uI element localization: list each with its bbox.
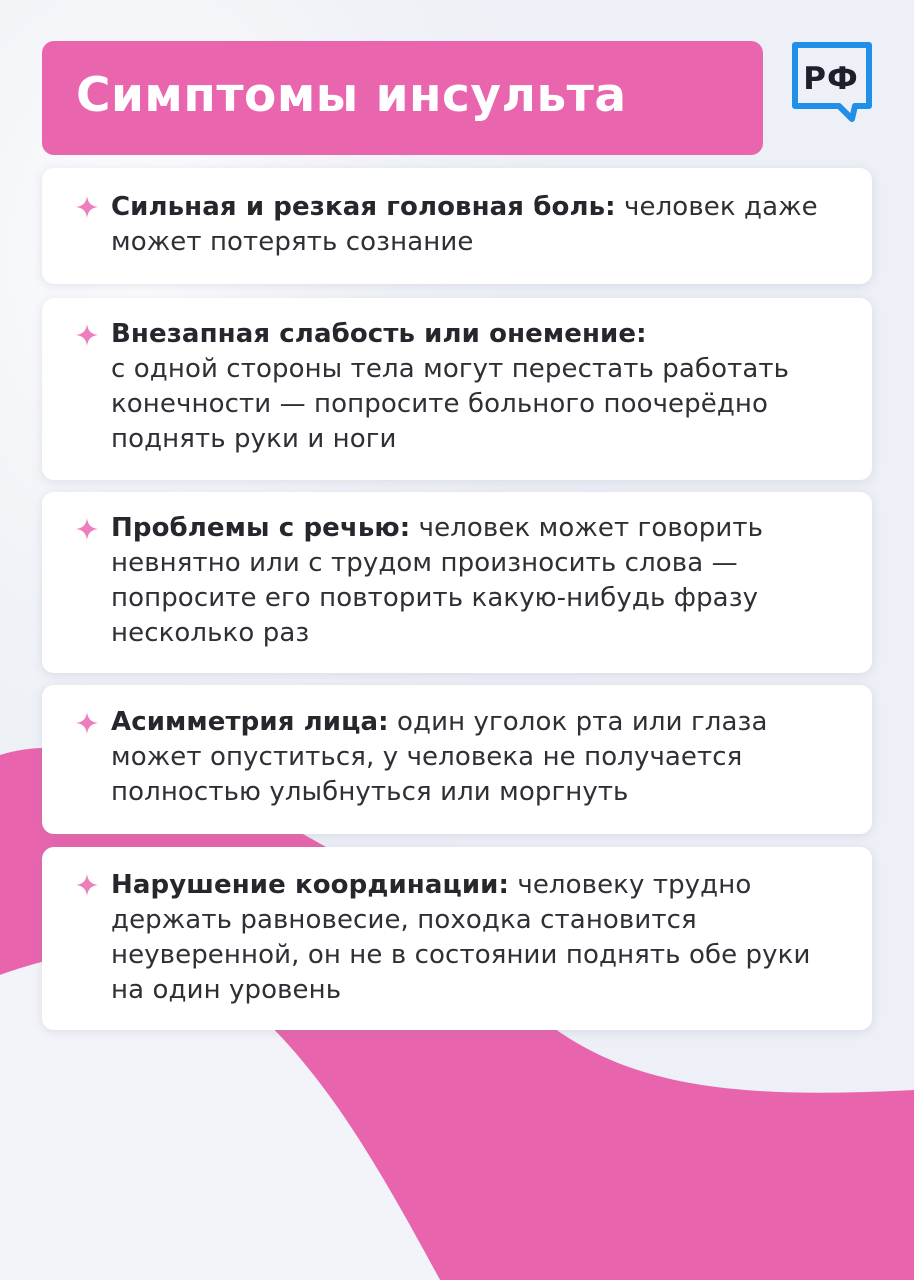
four-point-star-icon (76, 324, 98, 346)
title-banner (42, 41, 763, 155)
symptom-description: с одной стороны тела могут перестать работать конечности — попросите больного поочерёдно поднять руки и ноги (111, 354, 790, 454)
symptom-description: один уголок рта или глаза может опуститься, у человека не получается полностью улыбнуться или моргнуть (111, 707, 768, 807)
page-title: Симптомы инсульта (76, 67, 627, 123)
four-point-star-icon (76, 518, 98, 540)
logo-text: РФ (803, 61, 859, 97)
symptom-card (42, 847, 872, 1030)
symptom-card (42, 298, 872, 480)
symptom-text (111, 190, 844, 260)
symptom-heading: Сильная и резкая головная боль: (111, 192, 616, 222)
four-point-star-icon (76, 712, 98, 734)
symptom-heading: Проблемы с речью: (111, 513, 411, 543)
symptom-card (42, 685, 872, 834)
logo (790, 42, 874, 130)
symptom-text (111, 705, 844, 810)
symptom-card (42, 168, 872, 284)
four-point-star-icon (76, 874, 98, 896)
symptom-description: человек даже может потерять сознание (111, 192, 818, 257)
symptom-text (111, 511, 844, 651)
symptom-description: человеку трудно держать равновесие, походка становится неуверенной, он не в состоянии поднять обе руки на один уровень (111, 870, 811, 1005)
symptom-heading: Нарушение координации: (111, 870, 509, 900)
symptom-text (111, 317, 844, 457)
symptom-heading: Внезапная слабость или онемение: (111, 319, 647, 349)
symptom-heading: Асимметрия лица: (111, 707, 389, 737)
symptom-text (111, 868, 844, 1008)
four-point-star-icon (76, 196, 98, 218)
symptom-card (42, 492, 872, 673)
symptom-description: человек может говорить невнятно или с трудом произносить слова — попросите его повторить какую-нибудь фразу несколько раз (111, 513, 764, 648)
